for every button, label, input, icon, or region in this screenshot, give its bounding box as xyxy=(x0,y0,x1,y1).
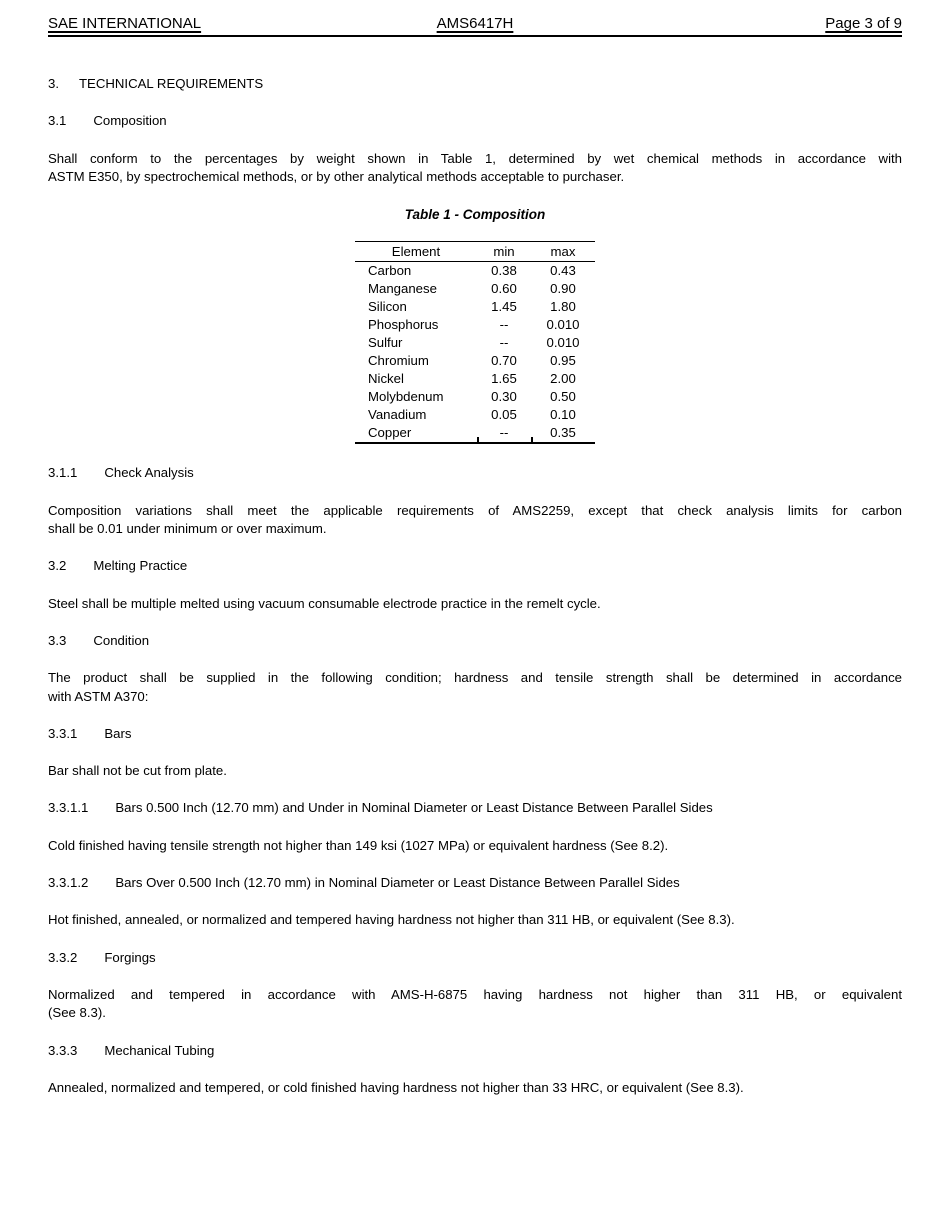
section-title: Bars Over 0.500 Inch (12.70 mm) in Nominal Diameter or Least Distance Between Parallel Sides xyxy=(115,875,680,891)
section-number: 3.2 xyxy=(48,558,67,574)
paragraph-line: The product shall be supplied in the following condition; hardness and tensile strength shall be determined in accordance xyxy=(48,670,902,686)
section-number: 3.3.1 xyxy=(48,725,78,741)
paragraph-line: Shall conform to the percentages by weight shown in Table 1, determined by wet chemical methods in accordance with xyxy=(48,150,902,166)
paragraph-3-3 xyxy=(48,669,902,706)
table-row xyxy=(355,388,595,406)
column-header-element: Element xyxy=(391,243,441,259)
table-row xyxy=(355,406,595,424)
section-heading-3 xyxy=(48,75,902,93)
cell-max: 0.43 xyxy=(550,263,576,279)
cell-min: -- xyxy=(499,317,509,333)
cell-element: Phosphorus xyxy=(368,317,439,333)
cell-min: -- xyxy=(499,425,509,441)
table-column-divider-tick xyxy=(477,437,479,442)
section-number: 3.3.2 xyxy=(48,949,78,965)
table-row xyxy=(355,262,595,280)
cell-element: Molybdenum xyxy=(368,389,444,405)
cell-min: 0.70 xyxy=(491,353,517,369)
table-row xyxy=(355,298,595,316)
section-number: 3.3.1.2 xyxy=(48,875,89,891)
paragraph-line: (See 8.3). xyxy=(48,1005,106,1021)
paragraph-line: Annealed, normalized and tempered, or cold finished having hardness not higher than 33 HRC, or equivalent (See 8.3). xyxy=(48,1079,744,1095)
header-page-number: Page 3 of 9 xyxy=(825,15,902,32)
table-row xyxy=(355,316,595,334)
cell-min: -- xyxy=(499,335,509,351)
section-heading-3-3-1-1 xyxy=(48,799,902,817)
section-heading-3-2 xyxy=(48,557,902,575)
paragraph-line: Hot finished, annealed, or normalized and tempered having hardness not higher than 311 HB, or equivalent (See 8.3). xyxy=(48,912,735,928)
cell-element: Sulfur xyxy=(368,335,403,351)
table-row xyxy=(355,352,595,370)
paragraph-line: shall be 0.01 under minimum or over maximum. xyxy=(48,521,327,537)
cell-element: Manganese xyxy=(368,281,437,297)
table-header-row xyxy=(355,242,595,262)
cell-max: 2.00 xyxy=(550,371,576,387)
cell-max: 0.10 xyxy=(550,407,576,423)
paragraph-3-1 xyxy=(48,150,902,187)
cell-max: 0.50 xyxy=(550,389,576,405)
section-title: Condition xyxy=(93,632,150,648)
paragraph-line: Bar shall not be cut from plate. xyxy=(48,763,227,779)
section-title: TECHNICAL REQUIREMENTS xyxy=(79,76,264,91)
paragraph-line: Composition variations shall meet the applicable requirements of AMS2259, except that check analysis limits for carbon xyxy=(48,502,902,518)
header-doc-number: AMS6417H xyxy=(436,15,514,32)
paragraph-3-3-3 xyxy=(48,1079,902,1097)
cell-min: 1.45 xyxy=(491,299,517,315)
cell-element: Nickel xyxy=(368,371,404,387)
cell-element: Silicon xyxy=(368,299,407,315)
section-number: 3. xyxy=(48,76,59,91)
paragraph-3-1-1 xyxy=(48,502,902,539)
paragraph-3-2 xyxy=(48,595,902,613)
section-title: Melting Practice xyxy=(93,558,188,574)
column-header-max: max xyxy=(550,243,576,259)
cell-max: 0.010 xyxy=(546,335,580,351)
cell-max: 0.95 xyxy=(550,353,576,369)
section-title: Check Analysis xyxy=(104,465,194,481)
section-heading-3-3-3 xyxy=(48,1042,902,1060)
paragraph-line: ASTM E350, by spectrochemical methods, or by other analytical methods acceptable to purchaser. xyxy=(48,168,625,184)
section-number: 3.1.1 xyxy=(48,465,78,481)
cell-max: 0.90 xyxy=(550,281,576,297)
section-heading-3-3 xyxy=(48,632,902,650)
section-number: 3.1 xyxy=(48,113,67,129)
header-organization: SAE INTERNATIONAL xyxy=(48,15,202,32)
cell-min: 1.65 xyxy=(491,371,517,387)
cell-min: 0.60 xyxy=(491,281,517,297)
section-title: Bars xyxy=(104,725,132,741)
cell-max: 1.80 xyxy=(550,299,576,315)
cell-max: 0.35 xyxy=(550,425,576,441)
section-title: Composition xyxy=(93,113,167,129)
paragraph-3-3-1-2 xyxy=(48,911,902,929)
page-header xyxy=(48,14,902,37)
paragraph-3-3-1 xyxy=(48,762,902,780)
section-title: Mechanical Tubing xyxy=(104,1042,215,1058)
cell-element: Copper xyxy=(368,425,412,441)
section-heading-3-3-1-2 xyxy=(48,874,902,892)
section-title: Bars 0.500 Inch (12.70 mm) and Under in Nominal Diameter or Least Distance Between Parallel Sides xyxy=(115,800,713,816)
table-row xyxy=(355,370,595,388)
section-number: 3.3.1.1 xyxy=(48,800,89,816)
table-1-title: Table 1 - Composition xyxy=(404,207,546,223)
column-header-min: min xyxy=(493,243,515,259)
cell-min: 0.05 xyxy=(491,407,517,423)
paragraph-line: Steel shall be multiple melted using vacuum consumable electrode practice in the remelt cycle. xyxy=(48,595,601,611)
section-heading-3-1 xyxy=(48,112,902,130)
cell-element: Chromium xyxy=(368,353,429,369)
paragraph-3-3-2 xyxy=(48,986,902,1023)
paragraph-3-3-1-1 xyxy=(48,837,902,855)
cell-max: 0.010 xyxy=(546,317,580,333)
document-body xyxy=(48,37,902,1097)
section-number: 3.3 xyxy=(48,632,67,648)
cell-element: Vanadium xyxy=(368,407,427,423)
paragraph-line: Normalized and tempered in accordance with AMS-H-6875 having hardness not higher than 311 HB, or equivalent xyxy=(48,986,902,1002)
section-heading-3-3-1 xyxy=(48,725,902,743)
section-heading-3-3-2 xyxy=(48,949,902,967)
cell-min: 0.30 xyxy=(491,389,517,405)
paragraph-line: Cold finished having tensile strength not higher than 149 ksi (1027 MPa) or equivalent hardness (See 8.2). xyxy=(48,837,669,853)
table-column-divider-tick xyxy=(531,437,533,442)
section-heading-3-1-1 xyxy=(48,464,902,482)
table-row xyxy=(355,334,595,352)
cell-element: Carbon xyxy=(368,263,412,279)
section-number: 3.3.3 xyxy=(48,1042,78,1058)
cell-min: 0.38 xyxy=(491,263,517,279)
paragraph-line: with ASTM A370: xyxy=(48,688,149,704)
section-title: Forgings xyxy=(104,949,156,965)
composition-table xyxy=(355,241,595,444)
table-row xyxy=(355,280,595,298)
table-row xyxy=(355,424,595,442)
